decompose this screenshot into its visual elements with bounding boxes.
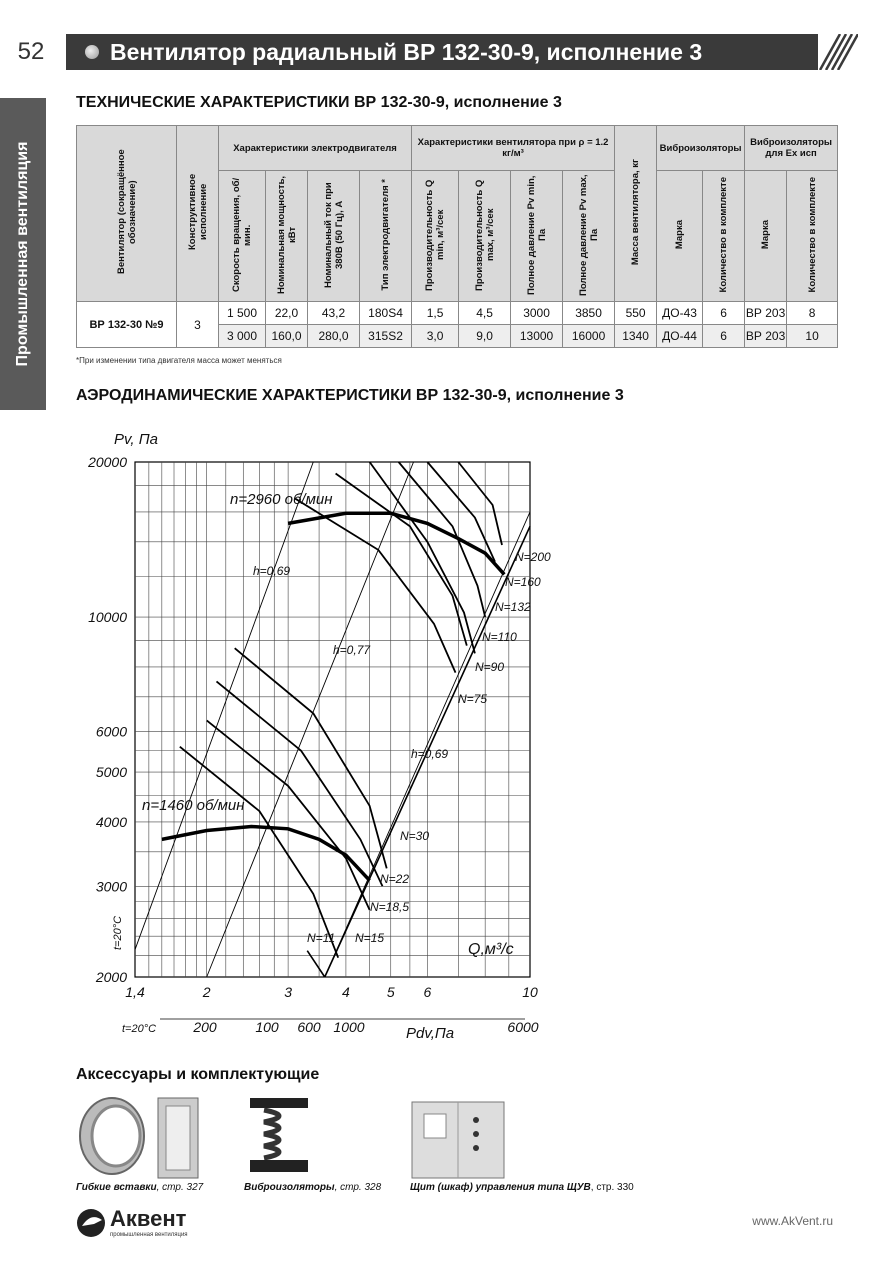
x2-axis-label: Pdv,Па <box>406 1025 455 1042</box>
table-row <box>77 302 838 325</box>
power-label: N=30 <box>400 829 430 843</box>
boundary-line <box>307 951 324 977</box>
cell: ВР 203 <box>745 302 787 325</box>
x2-tick-label: 6000 <box>507 1019 539 1035</box>
power-label: N=22 <box>380 872 410 886</box>
cell: 3 000 <box>219 325 266 348</box>
th-qty: Количество в комплекте <box>703 171 745 302</box>
chart-frame <box>135 462 530 977</box>
power-label: N=110 <box>482 630 517 644</box>
side-tab <box>0 98 46 410</box>
cell: 1,5 <box>412 302 459 325</box>
cell: 6 <box>703 302 745 325</box>
x2-tick-label: 1000 <box>333 1019 365 1035</box>
stripes-decoration-icon <box>818 34 858 70</box>
cell: ДО-44 <box>657 325 703 348</box>
power-curve <box>180 747 338 958</box>
power-label: N=11 <box>307 931 336 945</box>
power-label: N=15 <box>355 931 385 945</box>
power-label: N=132 <box>495 600 531 614</box>
x2-tick-label: 600 <box>297 1019 321 1035</box>
cell: 43,2 <box>308 302 360 325</box>
x-tick-label: 1,4 <box>125 984 145 1000</box>
speed-curve <box>288 513 504 574</box>
x2-tick-label: 100 <box>255 1019 279 1035</box>
header-bar <box>66 34 818 70</box>
x-axis-label: Q,м³/с <box>468 941 514 958</box>
y-tick-label: 2000 <box>95 969 127 985</box>
y-axis-label: Pv, Па <box>114 431 158 448</box>
temperature-label-vertical: t=20°C <box>112 915 124 950</box>
cell: 180S4 <box>360 302 412 325</box>
y-tick-label: 10000 <box>88 609 127 626</box>
x-tick-label: 10 <box>522 984 538 1000</box>
vibration-isolator-icon <box>246 1094 312 1176</box>
th-qmax: Производительность Q max, м³/сек <box>459 171 511 302</box>
x-tick-label: 3 <box>284 984 293 1000</box>
cell: 3,0 <box>412 325 459 348</box>
power-label: N=75 <box>458 692 488 706</box>
cell: 8 <box>787 302 838 325</box>
cell: 1340 <box>615 325 657 348</box>
cell: 22,0 <box>266 302 308 325</box>
x-tick-label: 6 <box>423 984 432 1000</box>
logo-text: Аквент <box>110 1206 187 1231</box>
cell: ВР 203 <box>745 325 787 348</box>
efficiency-label: h=0,69 <box>253 564 291 578</box>
spec-table <box>76 125 838 348</box>
tech-title: ТЕХНИЧЕСКИЕ ХАРАКТЕРИСТИКИ ВР 132-30-9, исполнение 3 <box>76 94 562 111</box>
x-tick-label: 4 <box>342 984 350 1000</box>
th-pvmin: Полное давление Pv min, Па <box>511 171 563 302</box>
cell: 160,0 <box>266 325 308 348</box>
th-speed: Скорость вращения, об/мин. <box>219 171 266 302</box>
th-pvmax: Полное давление Pv max, Па <box>563 171 615 302</box>
company-logo <box>76 1206 206 1242</box>
th-brand-ex: Марка <box>745 171 787 302</box>
th-current: Номинальный ток при 380В (50 Гц), А <box>308 171 360 302</box>
cell: 6 <box>703 325 745 348</box>
temperature-label: t=20°C <box>122 1023 157 1035</box>
speed-label: n=1460 об/мин <box>142 797 245 814</box>
th-qty-ex: Количество в комплекте <box>787 171 838 302</box>
accessories-title: Аксессуары и комплектующие <box>76 1066 320 1083</box>
power-label: N=160 <box>505 575 541 589</box>
th-fan: Вентилятор (сокращённое обозначение) <box>77 126 177 302</box>
cell: 1 500 <box>219 302 266 325</box>
y-tick-label: 6000 <box>95 723 127 740</box>
y-tick-label: 20000 <box>88 454 127 470</box>
cell: 9,0 <box>459 325 511 348</box>
speed-label: n=2960 об/мин <box>230 491 333 508</box>
flexible-insert-icon <box>76 1094 201 1180</box>
y-tick-label: 4000 <box>95 813 127 830</box>
th-motor-type: Тип электродвигателя * <box>360 171 412 302</box>
logo-icon <box>76 1208 106 1238</box>
th-vib-group: Виброизоляторы <box>657 126 745 171</box>
footnote: *При изменении типа двигателя масса может меняться <box>76 356 282 365</box>
aero-chart <box>0 410 893 1050</box>
website-link[interactable]: www.AkVent.ru <box>752 1214 833 1228</box>
cell: 10 <box>787 325 838 348</box>
th-mass: Масса вентилятора, кг <box>615 126 657 302</box>
control-cabinet-icon <box>410 1100 506 1180</box>
accessory-caption[interactable]: Виброизоляторы, стр. 328 <box>244 1182 382 1193</box>
th-vib-ex-group: Виброизоляторы для Ex исп <box>745 126 838 171</box>
x2-tick-label: 200 <box>193 1019 217 1035</box>
cell: 16000 <box>563 325 615 348</box>
accessory-caption[interactable]: Гибкие вставки, стр. 327 <box>76 1182 204 1193</box>
aero-title: АЭРОДИНАМИЧЕСКИЕ ХАРАКТЕРИСТИКИ ВР 132-30-9, исполнение 3 <box>76 387 624 404</box>
x-tick-label: 5 <box>386 984 395 1000</box>
cell: 550 <box>615 302 657 325</box>
efficiency-label: h=0,77 <box>333 643 371 657</box>
page-header <box>0 34 893 70</box>
cell: 3850 <box>563 302 615 325</box>
chart-curves <box>135 462 530 977</box>
cell: 4,5 <box>459 302 511 325</box>
power-curve <box>336 474 467 646</box>
speed-curve <box>162 827 370 881</box>
cell-construction: 3 <box>177 302 219 348</box>
page-title: Вентилятор радиальный ВР 132-30-9, исполнение 3 <box>110 39 703 65</box>
power-label: N=90 <box>475 660 505 674</box>
cell: 280,0 <box>308 325 360 348</box>
power-label: N=200 <box>515 550 551 564</box>
x-tick-label: 2 <box>202 984 211 1000</box>
th-fan-group: Характеристики вентилятора при ρ = 1.2 кг/м³ <box>412 126 615 171</box>
bullet-icon <box>85 45 99 59</box>
th-motor-group: Характеристики электродвигателя <box>219 126 412 171</box>
page-number: 52 <box>0 34 62 70</box>
power-curve <box>458 462 502 545</box>
th-qmin: Производительность Q min, м³/сек <box>412 171 459 302</box>
efficiency-label: h=0,69 <box>411 747 449 761</box>
y-tick-label: 3000 <box>95 878 127 895</box>
logo-subtitle: промышленная вентиляция <box>110 1232 188 1238</box>
cell: 315S2 <box>360 325 412 348</box>
th-construction: Конструктивное исполнение <box>177 126 219 302</box>
cell-fan-name: ВР 132-30 №9 <box>77 302 177 348</box>
power-label: N=18,5 <box>370 900 410 914</box>
side-tab-label: Промышленная вентиляция <box>14 141 31 367</box>
th-power: Номинальная мощность, кВт <box>266 171 308 302</box>
cell: 3000 <box>511 302 563 325</box>
cell: ДО-43 <box>657 302 703 325</box>
th-brand: Марка <box>657 171 703 302</box>
accessory-caption[interactable]: Щит (шкаф) управления типа ЩУВ, стр. 330 <box>410 1182 634 1193</box>
power-curve <box>217 681 383 886</box>
y-tick-label: 5000 <box>95 764 127 781</box>
cell: 13000 <box>511 325 563 348</box>
